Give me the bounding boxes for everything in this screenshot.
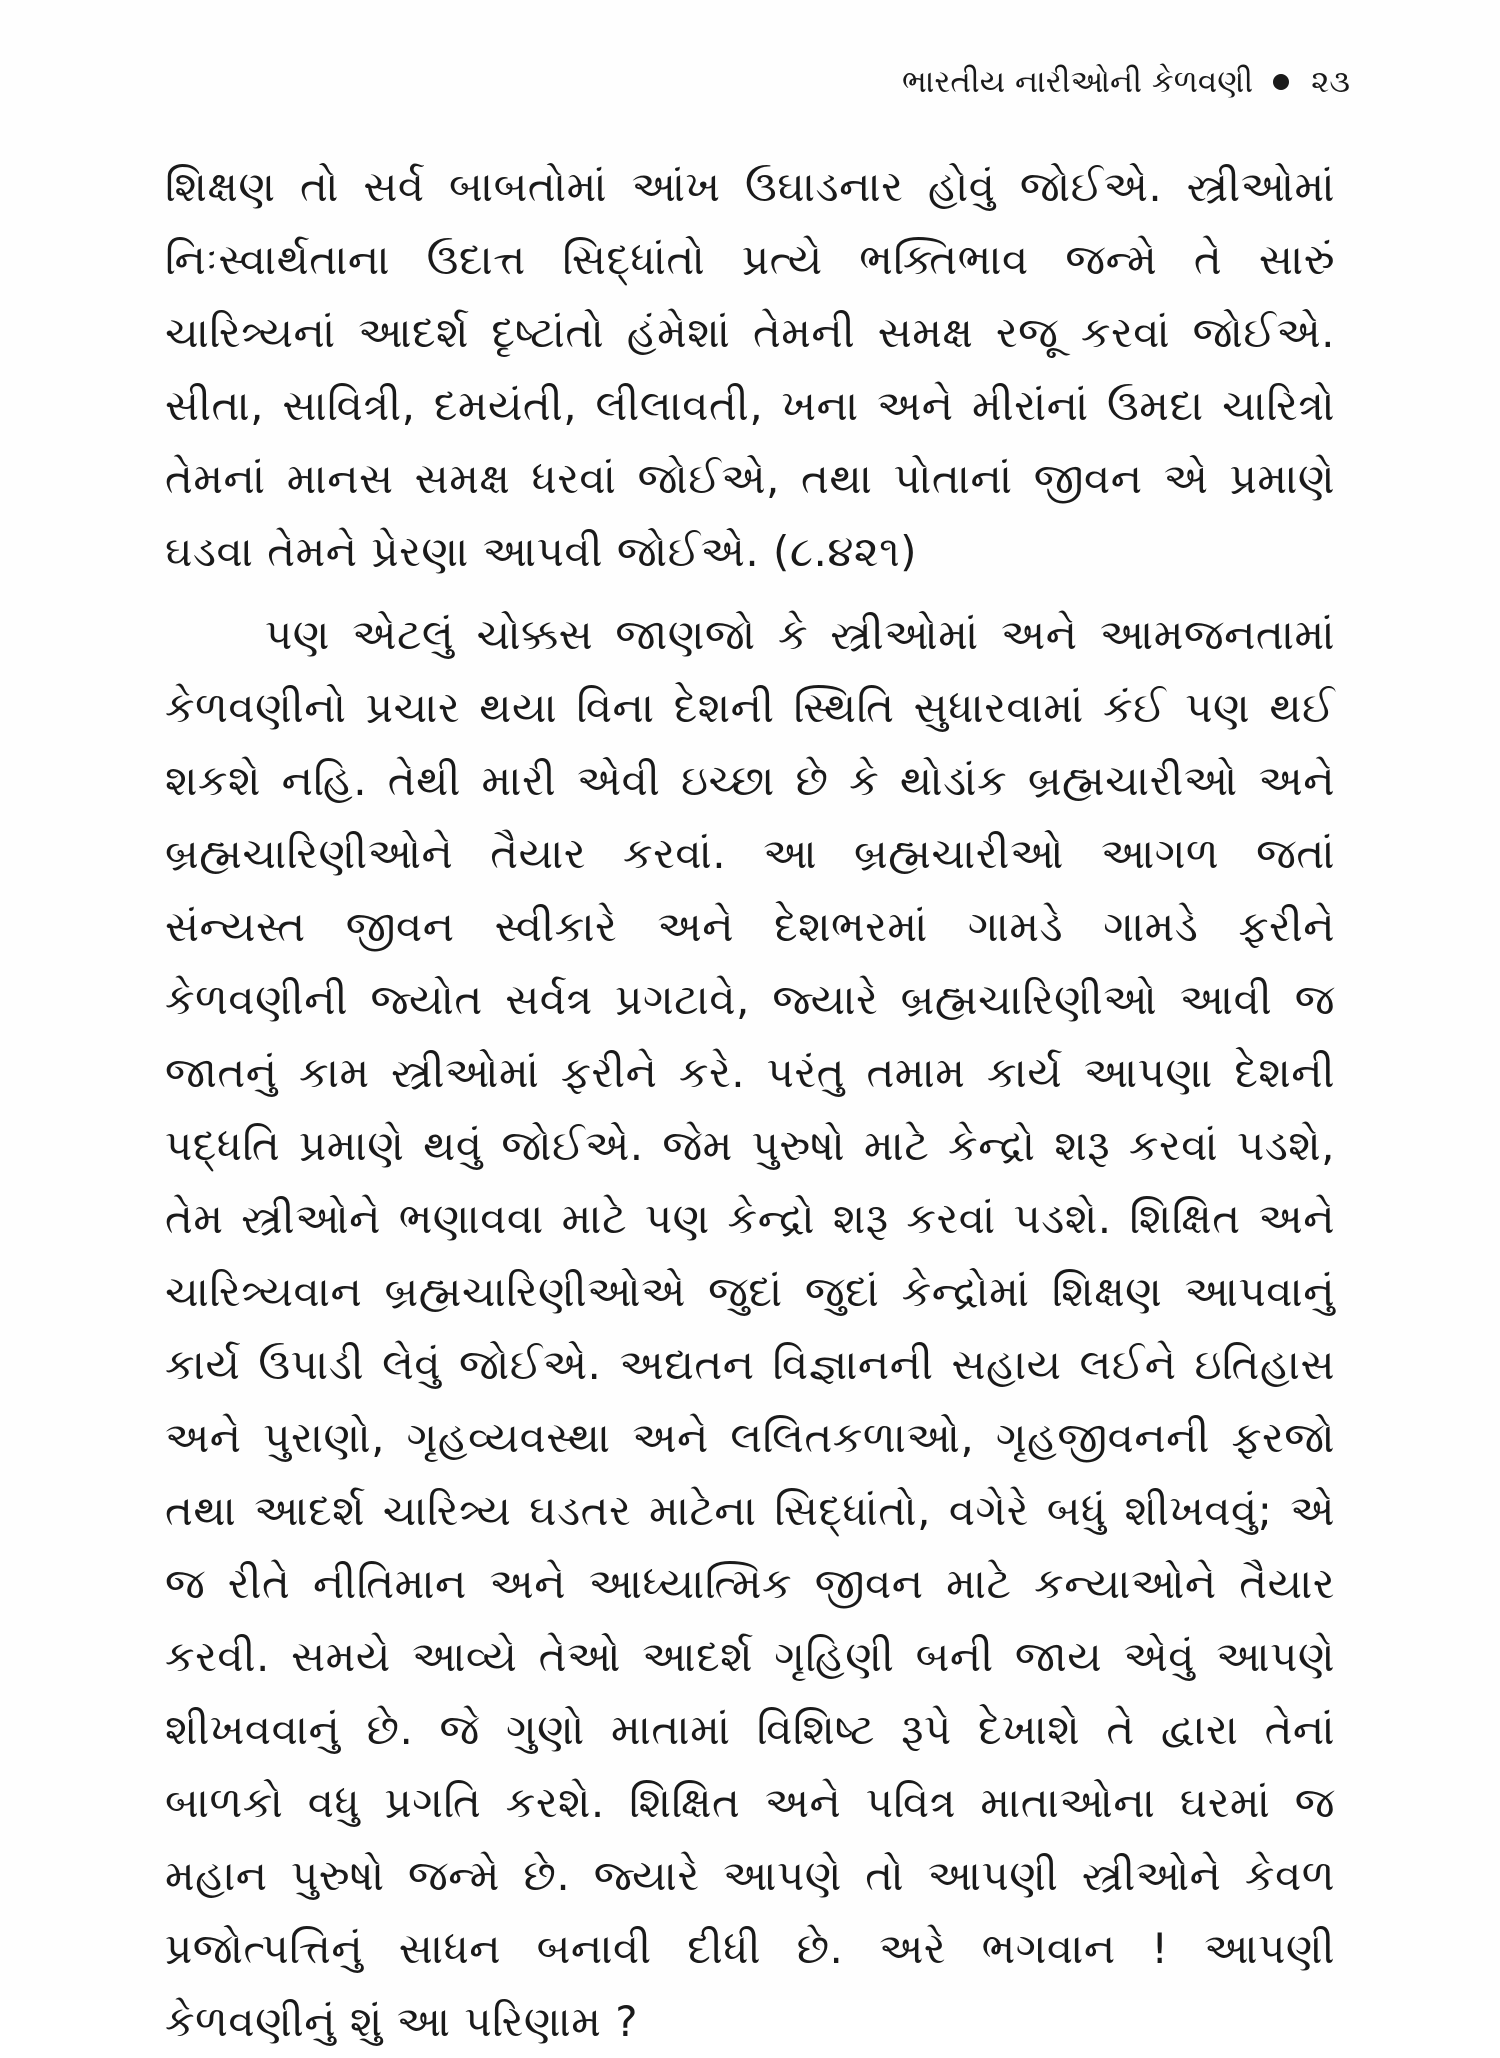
page-number: ૨૩ bbox=[1311, 64, 1350, 100]
body-text bbox=[165, 150, 1335, 2058]
paragraph-1: શિક્ષણ તો સર્વ બાબતોમાં આંખ ઉઘાડનાર હોવું જોઈએ. સ્ત્રીઓમાં નિઃસ્વાર્થતાના ઉદાત્ત સિદ્ધાંતો પ્રત્યે ભક્તિભાવ જન્મે તે સારું ચારિત્ર્યનાં આદર્શ દૃષ્ટાંતો હંમેશાં તેમની સમક્ષ રજૂ કરવાં જોઈએ. સીતા, સાવિત્રી, દમયંતી, લીલાવતી, ખના અને મીરાંનાં ઉમદા ચારિત્રો તેમનાં માનસ સમક્ષ ધરવાં જોઈએ, તથા પોતાનાં જીવન એ પ્રમાણે ઘડવા તેમને પ્રેરણા આપવી જોઈએ. (૮.૪૨૧) bbox=[165, 162, 1335, 576]
running-header bbox=[902, 62, 1350, 102]
running-title: ભારતીય નારીઓની કેળવણી bbox=[901, 64, 1254, 100]
bullet-icon bbox=[1273, 74, 1289, 90]
paragraph-2: પણ એટલું ચોક્કસ જાણજો કે સ્ત્રીઓમાં અને આમજનતામાં કેળવણીનો પ્રચાર થયા વિના દેશની સ્થિતિ સુધારવામાં કંઈ પણ થઈ શકશે નહિ. તેથી મારી એવી ઇચ્છા છે કે થોડાંક બ્રહ્મચારીઓ અને બ્રહ્મચારિણીઓને તૈયાર કરવાં. આ બ્રહ્મચારીઓ આગળ જતાં સંન્યસ્ત જીવન સ્વીકારે અને દેશભરમાં ગામડે ગામડે ફરીને કેળવણીની જ્યોત સર્વત્ર પ્રગટાવે, જ્યારે બ્રહ્મચારિણીઓ આવી જ જાતનું કામ સ્ત્રીઓમાં ફરીને કરે. પરંતુ તમામ કાર્ય આપણા દેશની પદ્ધતિ પ્રમાણે થવું જોઈએ. જેમ પુરુષો માટે કેન્દ્રો શરૂ કરવાં પડશે, તેમ સ્ત્રીઓને ભણાવવા માટે પણ કેન્દ્રો શરૂ કરવાં પડશે. શિક્ષિત અને ચારિત્ર્યવાન બ્રહ્મચારિણીઓએ જુદાં જુદાં કેન્દ્રોમાં શિક્ષણ આપવાનું કાર્ય ઉપાડી લેવું જોઈએ. અદ્યતન વિજ્ઞાનની સહાય લઈને ઇતિહાસ અને પુરાણો, ગૃહવ્યવસ્થા અને લલિતકળાઓ, ગૃહજીવનની ફરજો તથા આદર્શ ચારિત્ર્ય ઘડતર માટેના સિદ્ધાંતો, વગેરે બધું શીખવવું; એ જ રીતે નીતિમાન અને આધ્યાત્મિક જીવન માટે કન્યાઓને તૈયાર કરવી. સમયે આવ્યે તેઓ આદર્શ ગૃહિણી બની જાય એવું આપણે શીખવવાનું છે. જે ગુણો માતામાં વિશિષ્ટ રૂપે દેખાશે તે દ્વારા તેનાં બાળકો વધુ પ્રગતિ કરશે. શિક્ષિત અને પવિત્ર માતાઓના ઘરમાં જ મહાન પુરુષો જન્મે છે. જ્યારે આપણે તો આપણી સ્ત્રીઓને કેવળ પ્રજોત્પત્તિનું સાધન બનાવી દીધી છે. અરે ભગવાન ! આપણી કેળવણીનું શું આ પરિણામ ? bbox=[165, 610, 1335, 2046]
